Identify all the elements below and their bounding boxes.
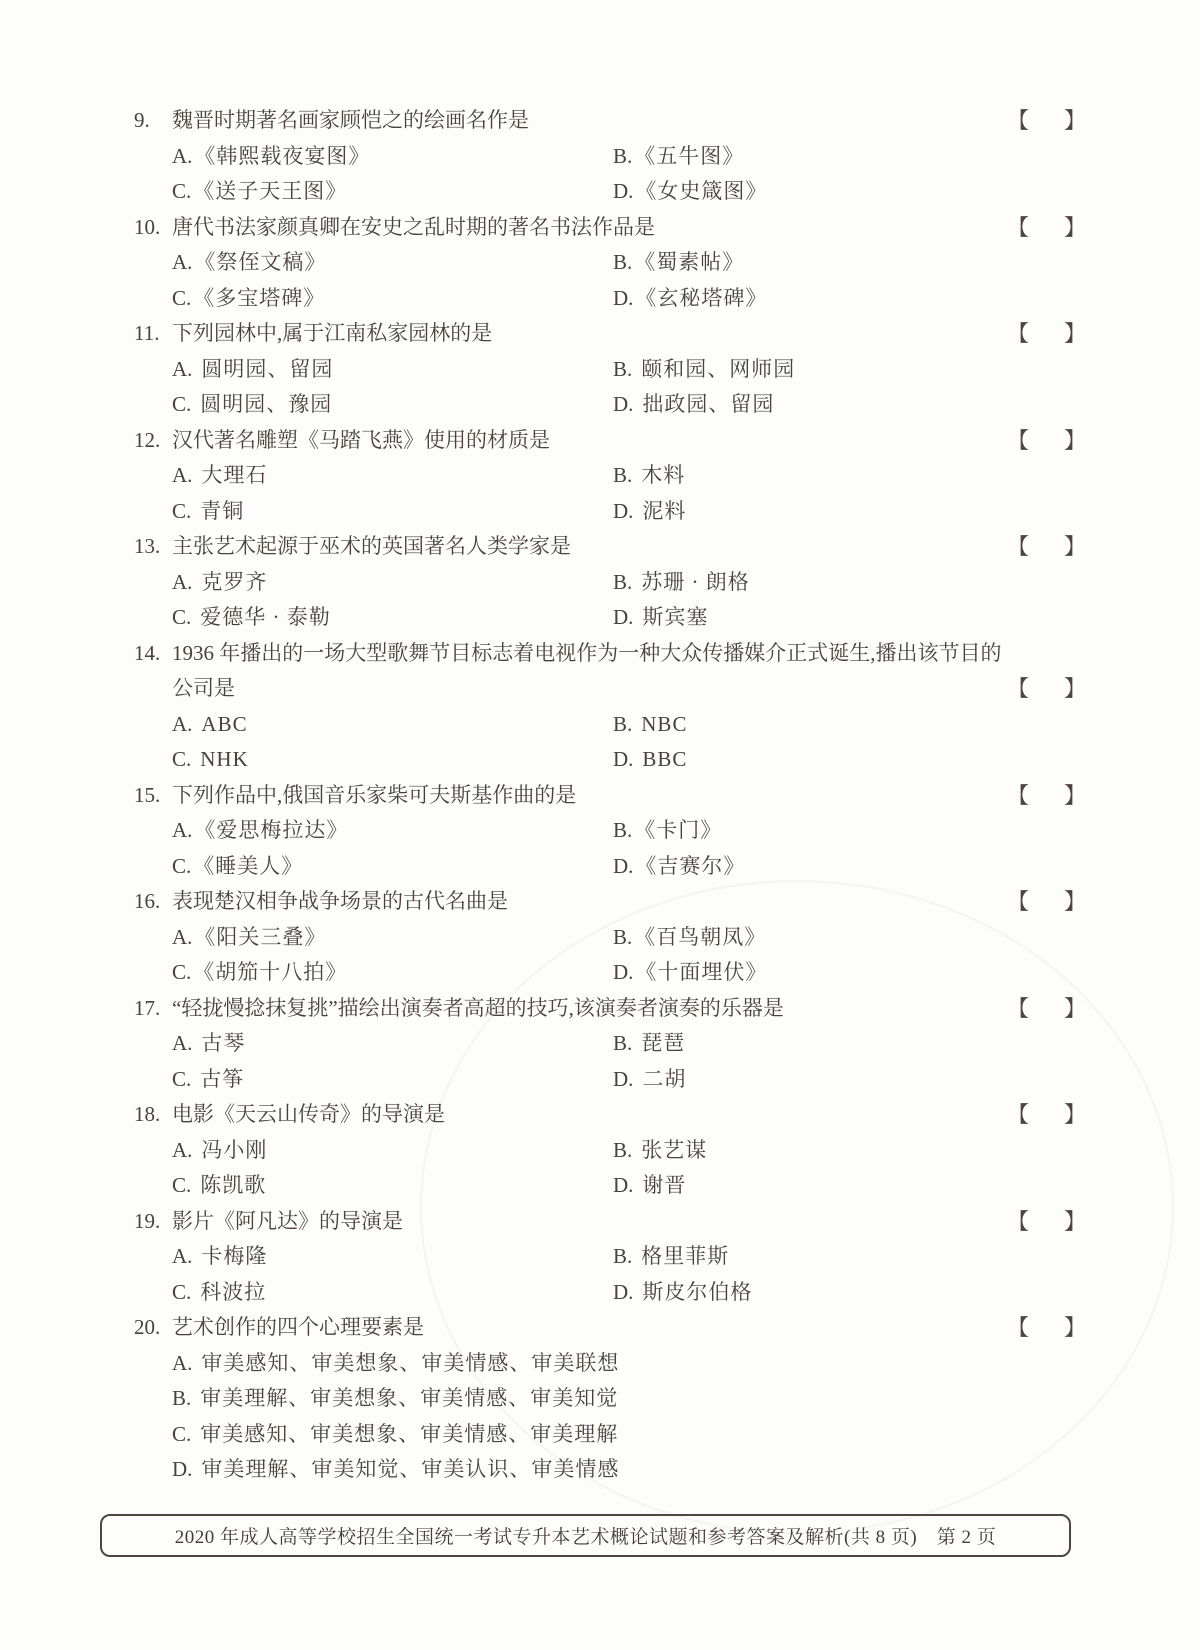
option-text: 《送子天王图》 [193, 179, 348, 203]
option-row [0, 494, 1200, 530]
question-title [0, 210, 1200, 246]
option-c [172, 281, 613, 317]
question-number: 15. [134, 782, 161, 807]
option-text: 拙政园、留园 [642, 392, 775, 416]
answer-bracket-close-icon: 】 [1064, 995, 1087, 1021]
option-label: D. [613, 179, 634, 203]
option-row [0, 458, 1200, 494]
option-label: A. [172, 143, 193, 168]
option-b [613, 1026, 685, 1062]
answer-bracket-open-icon: 【 [1007, 108, 1030, 133]
option-d [613, 174, 767, 210]
option-label: A. [172, 711, 193, 736]
option-row [0, 707, 1200, 743]
option-row [0, 139, 1200, 175]
option-text: 《百鸟朝凤》 [634, 924, 767, 949]
option-label: A. [172, 1350, 193, 1375]
option-label: D. [613, 1173, 634, 1197]
question-text: 电影《天云山传奇》的导演是 [172, 1102, 445, 1126]
option-label: D. [613, 747, 634, 771]
option-d [613, 1168, 686, 1204]
option-c [172, 1417, 618, 1453]
option-text: 《睡美人》 [193, 853, 304, 878]
option-text: 科波拉 [200, 1279, 267, 1304]
option-text: 颐和园、网师园 [641, 356, 796, 381]
option-text: 克罗齐 [201, 569, 268, 594]
answer-bracket-close-icon: 】 [1064, 108, 1087, 133]
question-title [0, 103, 1200, 139]
option-text: 《十面埋伏》 [635, 960, 768, 984]
option-text: 大理石 [201, 463, 268, 487]
option-text: 审美感知、审美想象、审美情感、审美理解 [200, 1421, 619, 1446]
question-title [0, 529, 1200, 565]
option-label: D. [613, 1279, 634, 1304]
option-c [172, 174, 613, 210]
option-c [172, 600, 613, 636]
option-text: 圆明园、留园 [201, 356, 334, 381]
option-d [613, 494, 686, 530]
option-label: A. [172, 463, 193, 487]
option-label: B. [613, 818, 633, 842]
option-text: 二胡 [642, 1066, 687, 1091]
option-row [0, 565, 1200, 601]
option-label: B. [613, 250, 633, 274]
option-b [613, 1239, 729, 1275]
option-text: 《吉赛尔》 [635, 853, 746, 878]
option-text: 《韩熙载夜宴图》 [194, 143, 371, 168]
option-d [613, 600, 708, 636]
answer-bracket-open-icon: 【 [1007, 995, 1030, 1021]
option-text: BBC [642, 747, 688, 771]
answer-bracket-close-icon: 】 [1064, 1208, 1087, 1234]
option-text: NHK [200, 747, 249, 771]
question-18 [0, 1097, 1200, 1204]
option-text: 陈凯歌 [200, 1173, 267, 1197]
option-text: 木料 [641, 463, 686, 487]
option-row [0, 1062, 1200, 1098]
option-row [0, 1026, 1200, 1062]
option-a [172, 1346, 619, 1382]
option-label: A. [172, 1244, 193, 1268]
question-text: 唐代书法家颜真卿在安史之乱时期的著名书法作品是 [172, 214, 655, 239]
option-label: D. [613, 605, 634, 629]
option-label: C. [172, 605, 192, 629]
option-b [613, 458, 685, 494]
answer-bracket-open-icon: 【 [1007, 1208, 1030, 1234]
question-title [0, 423, 1200, 459]
option-b [613, 813, 722, 849]
option-text: 《胡笳十八拍》 [193, 960, 348, 984]
option-label: C. [172, 179, 192, 203]
option-text: 斯宾塞 [642, 605, 709, 629]
option-label: C. [172, 1066, 192, 1091]
question-text: 汉代著名雕塑《马踏飞燕》使用的材质是 [172, 427, 550, 452]
option-label: B. [613, 1244, 633, 1268]
option-a [172, 1026, 613, 1062]
option-text: 卡梅隆 [201, 1244, 268, 1268]
option-label: A. [172, 250, 193, 274]
option-b [613, 245, 744, 281]
question-title [0, 316, 1200, 352]
question-title [0, 991, 1200, 1027]
option-label: C. [172, 1279, 192, 1304]
option-label: D. [613, 392, 634, 416]
option-label: C. [172, 498, 192, 523]
question-text: 下列作品中,俄国音乐家柴可夫斯基作曲的是 [172, 782, 577, 807]
answer-bracket-open-icon: 【 [1007, 1315, 1030, 1340]
option-row [0, 742, 1200, 778]
option-label: D. [613, 1066, 634, 1091]
question-text: 魏晋时期著名画家顾恺之的绘画名作是 [172, 108, 529, 132]
option-b [613, 565, 750, 601]
option-row [0, 813, 1200, 849]
option-label: D. [613, 853, 634, 878]
option-label: B. [613, 143, 633, 168]
option-row [0, 352, 1200, 388]
option-row [0, 1168, 1200, 1204]
footer-text: 2020 年成人高等学校招生全国统一考试专升本艺术概论试题和参考答案及解析(共 8 页) 第 2 页 [174, 1527, 997, 1548]
option-text: 泥料 [642, 498, 687, 523]
option-row [0, 245, 1200, 281]
answer-bracket-open-icon: 【 [1007, 889, 1030, 914]
question-title [0, 636, 1200, 672]
option-label: D. [613, 285, 634, 310]
option-text: 斯皮尔伯格 [642, 1279, 753, 1304]
question-text: 主张艺术起源于巫术的英国著名人类学家是 [172, 534, 571, 558]
question-text-continued [0, 671, 1200, 707]
option-b [613, 1133, 707, 1169]
option-b [613, 920, 766, 956]
option-text: 古琴 [201, 1031, 246, 1055]
option-label: A. [172, 569, 193, 594]
question-number: 10. [134, 214, 161, 239]
option-text: 审美理解、审美知觉、审美认识、审美情感 [201, 1457, 620, 1481]
question-text: 公司是 [172, 676, 235, 700]
option-text: 圆明园、豫园 [200, 392, 333, 416]
option-text: 审美感知、审美想象、审美情感、审美联想 [201, 1350, 620, 1375]
option-row [0, 1452, 1200, 1488]
question-number: 12. [134, 427, 161, 452]
option-row [0, 600, 1200, 636]
option-row [0, 955, 1200, 991]
option-label: D. [172, 1457, 193, 1481]
option-a [172, 1239, 613, 1275]
option-text: 《祭侄文稿》 [194, 250, 327, 274]
option-label: A. [172, 1137, 193, 1162]
question-11 [0, 316, 1200, 423]
question-text: 影片《阿凡达》的导演是 [172, 1208, 403, 1233]
answer-bracket-close-icon: 】 [1064, 782, 1087, 808]
question-number: 11. [134, 321, 160, 345]
option-c [172, 387, 613, 423]
option-row [0, 1239, 1200, 1275]
option-b [172, 1381, 618, 1417]
option-text: 苏珊 · 朗格 [641, 569, 750, 594]
option-c [172, 494, 613, 530]
option-row [0, 849, 1200, 885]
option-label: C. [172, 853, 192, 878]
answer-bracket-close-icon: 】 [1064, 427, 1087, 453]
option-text: 《卡门》 [634, 818, 723, 842]
option-text: NBC [641, 711, 688, 736]
option-d [613, 1275, 752, 1311]
option-label: D. [613, 960, 634, 984]
option-label: B. [613, 356, 633, 381]
option-text: 《阳关三叠》 [194, 924, 327, 949]
option-label: B. [613, 1137, 633, 1162]
option-text: 《蜀素帖》 [634, 250, 745, 274]
option-a [172, 139, 613, 175]
question-number: 20. [134, 1315, 161, 1339]
question-text: 1936 年播出的一场大型歌舞节目标志着电视作为一种大众传播媒介正式诞生,播出该节目的 [172, 640, 1002, 665]
option-text: 《女史箴图》 [635, 179, 768, 203]
answer-bracket-close-icon: 】 [1064, 321, 1087, 346]
answer-bracket-open-icon: 【 [1007, 676, 1030, 701]
question-number: 16. [134, 889, 161, 913]
option-label: C. [172, 1173, 192, 1197]
answer-bracket-open-icon: 【 [1007, 534, 1030, 559]
option-d [613, 742, 687, 778]
question-number: 18. [134, 1102, 161, 1126]
option-text: 《玄秘塔碑》 [635, 285, 768, 310]
question-text: 表现楚汉相争战争场景的古代名曲是 [172, 889, 508, 913]
question-title [0, 1310, 1200, 1346]
question-text: “轻拢慢捻抹复挑”描绘出演奏者高超的技巧,该演奏者演奏的乐器是 [172, 995, 784, 1020]
option-label: C. [172, 1421, 192, 1446]
question-number: 13. [134, 534, 161, 558]
option-c [172, 1062, 613, 1098]
option-d [172, 1452, 619, 1488]
question-15 [0, 778, 1200, 885]
option-label: C. [172, 285, 192, 310]
question-10 [0, 210, 1200, 317]
question-16 [0, 884, 1200, 991]
answer-bracket-close-icon: 】 [1064, 534, 1087, 559]
option-text: 张艺谋 [641, 1137, 708, 1162]
option-label: B. [172, 1386, 192, 1410]
option-a [172, 245, 613, 281]
option-row [0, 1133, 1200, 1169]
option-c [172, 849, 613, 885]
option-a [172, 813, 613, 849]
option-label: C. [172, 960, 192, 984]
question-20 [0, 1310, 1200, 1488]
question-17 [0, 991, 1200, 1098]
option-d [613, 955, 767, 991]
option-a [172, 565, 613, 601]
question-12 [0, 423, 1200, 530]
question-title [0, 778, 1200, 814]
option-row [0, 1346, 1200, 1382]
option-a [172, 1133, 613, 1169]
option-row [0, 920, 1200, 956]
option-text: 格里菲斯 [641, 1244, 730, 1268]
question-number: 17. [134, 995, 161, 1020]
question-title [0, 1097, 1200, 1133]
option-text: 《五牛图》 [634, 143, 745, 168]
option-b [613, 352, 795, 388]
option-d [613, 1062, 686, 1098]
option-b [613, 139, 744, 175]
option-text: 审美理解、审美想象、审美情感、审美知觉 [200, 1386, 619, 1410]
option-c [172, 1168, 613, 1204]
option-row [0, 281, 1200, 317]
answer-bracket-open-icon: 【 [1007, 214, 1030, 240]
option-text: 爱德华 · 泰勒 [200, 605, 331, 629]
option-text: 琵琶 [641, 1031, 686, 1055]
answer-bracket-open-icon: 【 [1007, 321, 1030, 346]
answer-bracket-close-icon: 】 [1064, 1315, 1087, 1340]
option-label: B. [613, 463, 633, 487]
option-text: 青铜 [200, 498, 245, 523]
option-label: B. [613, 924, 633, 949]
option-label: A. [172, 924, 193, 949]
option-text: 《多宝塔碑》 [193, 285, 326, 310]
question-text: 下列园林中,属于江南私家园林的是 [172, 321, 493, 345]
answer-bracket-close-icon: 】 [1064, 1102, 1087, 1127]
answer-bracket-open-icon: 【 [1007, 427, 1030, 453]
option-label: B. [613, 569, 633, 594]
question-19 [0, 1204, 1200, 1311]
option-a [172, 352, 613, 388]
option-row [0, 1417, 1200, 1453]
question-title [0, 884, 1200, 920]
option-row [0, 1275, 1200, 1311]
option-c [172, 742, 613, 778]
question-text: 艺术创作的四个心理要素是 [172, 1315, 424, 1339]
option-c [172, 955, 613, 991]
option-row [0, 387, 1200, 423]
option-label: B. [613, 1031, 633, 1055]
option-text: ABC [201, 711, 248, 736]
page-footer [100, 1514, 1071, 1557]
option-label: A. [172, 1031, 193, 1055]
option-text: 古筝 [200, 1066, 245, 1091]
question-14 [0, 636, 1200, 778]
option-label: B. [613, 711, 633, 736]
answer-bracket-close-icon: 】 [1064, 889, 1087, 914]
answer-bracket-open-icon: 【 [1007, 782, 1030, 808]
option-label: A. [172, 356, 193, 381]
option-text: 《爱思梅拉达》 [194, 818, 349, 842]
option-d [613, 281, 767, 317]
answer-bracket-open-icon: 【 [1007, 1102, 1030, 1127]
question-13 [0, 529, 1200, 636]
option-text: 冯小刚 [201, 1137, 268, 1162]
option-label: C. [172, 392, 192, 416]
option-a [172, 707, 613, 743]
option-label: A. [172, 818, 193, 842]
option-d [613, 387, 774, 423]
option-label: C. [172, 747, 192, 771]
question-title [0, 1204, 1200, 1240]
question-9 [0, 103, 1200, 210]
question-number: 9. [134, 108, 150, 132]
question-number: 14. [134, 640, 161, 665]
option-row [0, 1381, 1200, 1417]
option-b [613, 707, 687, 743]
question-list [0, 103, 1200, 1488]
option-label: D. [613, 498, 634, 523]
question-number: 19. [134, 1208, 161, 1233]
option-c [172, 1275, 613, 1311]
option-d [613, 849, 745, 885]
option-a [172, 920, 613, 956]
option-row [0, 174, 1200, 210]
option-a [172, 458, 613, 494]
answer-bracket-close-icon: 】 [1064, 676, 1087, 701]
answer-bracket-close-icon: 】 [1064, 214, 1087, 240]
option-text: 谢晋 [642, 1173, 687, 1197]
